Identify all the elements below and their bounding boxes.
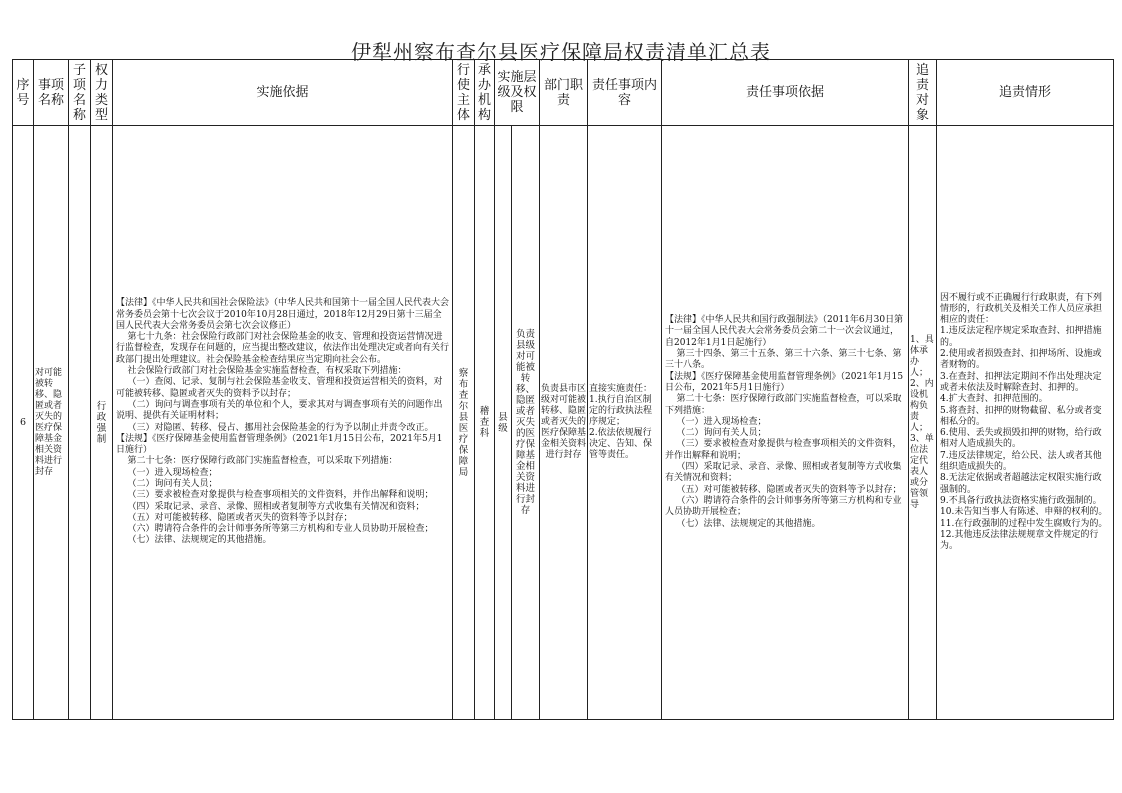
cell-resp-basis: 【法律】《中华人民共和国行政强制法》（2011年6月30日第十一届全国人民代表大会常务委员会第二十一次会议通过，自2012年1月1日起施行） 第三十四条、第三十五条、第三十六条、第三十七条、第三十八条。 【法规】《医疗保障基金使用监督管理条例》（2021年1月15日公布，2021年5月1日施行） 第二十七条：医疗保障行政部门实施监督检查，可以采取下列措施： （一）进入现场检查； （二）询问有关人员； （三）要求被检查对象提供与检查事项相关的文件资料，并作出解释和说明； （四）采取记录、录音、录像、照相或者复制等方式收集有关情况和资料； （五）对可能被转移、隐匿或者灭失的资料等予以封存； （六）聘请符合条件的会计师事务所等第三方机构和专业人员协助开展检查； （七）法律、法规规定的其他措施。 (662, 126, 909, 720)
header-power-type: 权力类型 (91, 60, 113, 126)
cell-subject: 察布查尔县医疗保障局 (453, 126, 475, 720)
header-resp-basis: 责任事项依据 (662, 60, 909, 126)
cell-duty: 负责县市区级对可能被转移、隐匿或者灭失的医疗保障基金相关资料进行封存 (540, 126, 588, 720)
header-row (13, 60, 1114, 126)
cell-level-b: 负责县级对可能被转移、隐匿或者灭失的医疗保障基金相关资料进行封存 (512, 126, 540, 720)
page-title: 伊犁州察布查尔县医疗保障局权责清单汇总表 (351, 40, 771, 64)
header-level: 实施层级及权限 (495, 60, 540, 126)
header-sub-item: 子项名称 (69, 60, 91, 126)
table-row (13, 126, 1114, 720)
header-circumstances: 追责情形 (937, 60, 1114, 126)
cell-item-name: 对可能被转移、隐匿或者灭失的医疗保障基金相关资料进行封存 (34, 126, 69, 720)
cell-seq: 6 (13, 126, 34, 720)
cell-dept: 稽查科 (475, 126, 495, 720)
header-target: 追责对象 (909, 60, 937, 126)
cell-basis: 【法律】《中华人民共和国社会保险法》（中华人民共和国第十一届全国人民代表大会常务委员会第十七次会议于2010年10月28日通过，2018年12月29日第十三届全国人民代表大会常务委员会第七次会议修正） 第七十九条：社会保险行政部门对社会保险基金的收支、管理和投资运营情况进行监督检查，发现存在问题的，应当提出整改建议，依法作出处理决定或者向有关行政部门提出处理建议。社会保险基金检查结果应当定期向社会公布。 社会保险行政部门对社会保险基金实施监督检查，有权采取下列措施： （一）查阅、记录、复制与社会保险基金收支、管理和投资运营相关的资料，对可能被转移、隐匿或者灭失的资料予以封存； （二）询问与调查事项有关的单位和个人，要求其对与调查事项有关的问题作出说明、提供有关证明材料； （三）对隐匿、转移、侵占、挪用社会保险基金的行为予以制止并责令改正。 【法规】《医疗保障基金使用监督管理条例》（2021年1月15日公布，2021年5月1日施行） 第二十七条：医疗保障行政部门实施监督检查，可以采取下列措施： （一）进入现场检查； （二）询问有关人员； （三）要求被检查对象提供与检查事项相关的文件资料，并作出解释和说明； （四）采取记录、录音、录像、照相或者复制等方式收集有关情况和资料； （五）对可能被转移、隐匿或者灭失的资料等予以封存； （六）聘请符合条件的会计师事务所等第三方机构和专业人员协助开展检查； （七）法律、法规规定的其他措施。 (113, 126, 453, 720)
cell-target: 1、具体承办人； 2、内设机构负责人； 3、单位法定代表人或分管领导 (909, 126, 937, 720)
header-duty: 部门职责 (540, 60, 588, 126)
header-subject: 行使主体 (453, 60, 475, 126)
header-dept: 承办机构 (475, 60, 495, 126)
cell-level-a: 县级 (495, 126, 512, 720)
cell-sub-item (69, 126, 91, 720)
cell-circumstances: 因不履行或不正确履行行政职责，有下列情形的，行政机关及相关工作人员应承担相应的责任： 1.违反法定程序规定采取查封、扣押措施的。 2.使用或者损毁查封、扣押场所、设施或者财物的。 3.在查封、扣押法定期间不作出处理决定或者未依法及时解除查封、扣押的。 4.扩大查封、扣押范围的。 5.将查封、扣押的财物截留、私分或者变相私分的。 6.使用、丢失或损毁扣押的财物，给行政相对人造成损失的。 7.违反法律规定，给公民、法人或者其他组织造成损失的。 8.无法定依据或者超越法定权限实施行政强制的。 9.不具备行政执法资格实施行政强制的。 10.未告知当事人有陈述、申辩的权利的。 11.在行政强制的过程中发生腐败行为的。 12.其他违反法律法规规章文件规定的行为。 (937, 126, 1114, 720)
header-item-name: 事项名称 (34, 60, 69, 126)
header-seq: 序号 (13, 60, 34, 126)
header-basis: 实施依据 (113, 60, 453, 126)
header-resp-content: 责任事项内容 (588, 60, 662, 126)
cell-resp-content: 直接实施责任： 1.执行自治区制定的行政执法程序规定； 2.依法依规履行决定、告知、保管等责任。 (588, 126, 662, 720)
cell-power-type: 行政强制 (91, 126, 113, 720)
power-responsibility-table (12, 59, 1114, 720)
